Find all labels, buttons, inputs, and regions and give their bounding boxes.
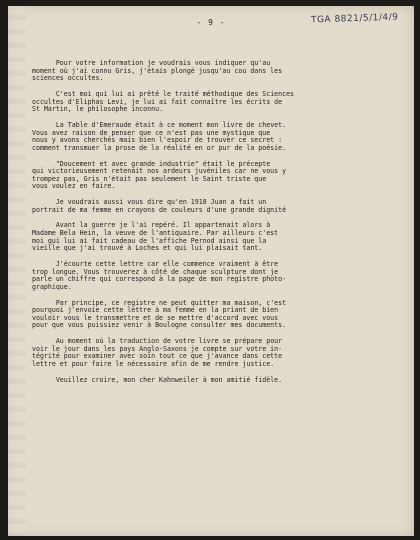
paragraph-precepte: "Doucement et avec grande industrie" était le précepte qui victorieusement retenait nos ardeurs juvéniles car ne vous y trompez pas, Gris n'était pas seulement le Saint triste que vous voulez en faire. bbox=[32, 159, 287, 191]
page-number: - 9 - bbox=[196, 18, 226, 27]
paragraph-eliphas-levi: C'est moi qui lui ai prêté le traité méthodique des Sciences occultes d'Eliphas Levi, je lui ai fait connaître les écrits de St Martin, le philosophe inconnu. bbox=[32, 89, 295, 114]
paragraph-portrait-1918: Je voudrais aussi vous dire qu'en 1918 Juan a fait un portrait de ma femme en crayons de couleurs d'une grande dignité bbox=[32, 198, 287, 214]
letter-page bbox=[8, 6, 414, 536]
page-edge-texture bbox=[8, 6, 26, 536]
paragraph-table-emeraude: La Table d'Emeraude était à ce moment mon livre de chevet. Vous avez raison de penser que ce n'est pas une mystique que nous y avons cherchés mais bien l'espoir de trouver ce secret : comment transmuer la prose de la réalité en or pur de la poésie. bbox=[32, 120, 287, 152]
paragraph-bela-hein: Avant la guerre je l'ai repéré. Il appartenait alors à Madame Bela Hein, la veuve de l'antiquaire. Par ailleurs c'est moi qui lui ai fait cadeau de l'affiche Pernod ainsi que la vieille que j'ai trouvé à Loches et qui lui plaisait tant. bbox=[32, 221, 279, 253]
paragraph-traduction: Au moment où la traduction de votre livre se prépare pour voir le jour dans les pays Anglo-Saxons je compte sur votre in- tégrité pour examiner avec soin tout ce que j'avance dans cette lettre et pour faire le nécessaire afin de me rendre justice. bbox=[32, 337, 283, 368]
paragraph-occult-sciences: Pour votre information je voudrais vous indiquer qu'au moment où j'ai connu Gris, j'étais plongé jusqu'au cou dans les sciences occultes. bbox=[32, 59, 283, 83]
archive-reference-annotation: TGA 8821/5/1/4/9 bbox=[310, 12, 399, 26]
paragraph-boulogne: Par principe, ce registre ne peut quitter ma maison, c'est pourquoi j'envoie cette lettre à ma femme en la priant de bien vouloir vous le transmettre et de se mettre d'accord avec vous pour que vous puissiez venir à Boulogne consulter mes documents. bbox=[32, 298, 287, 330]
letter-body bbox=[32, 60, 404, 392]
paragraph-registre-photo: J'écourte cette lettre car elle commence vraiment à être trop longue. Vous trouverez à côté de chaque sculpture dont je parle un chiffre qui correspond à la page de mon registre photo- graphique. bbox=[32, 260, 287, 291]
closing-salutation: Veuillez croire, mon cher Kahnweiler à mon amitié fidèle. bbox=[32, 375, 283, 384]
